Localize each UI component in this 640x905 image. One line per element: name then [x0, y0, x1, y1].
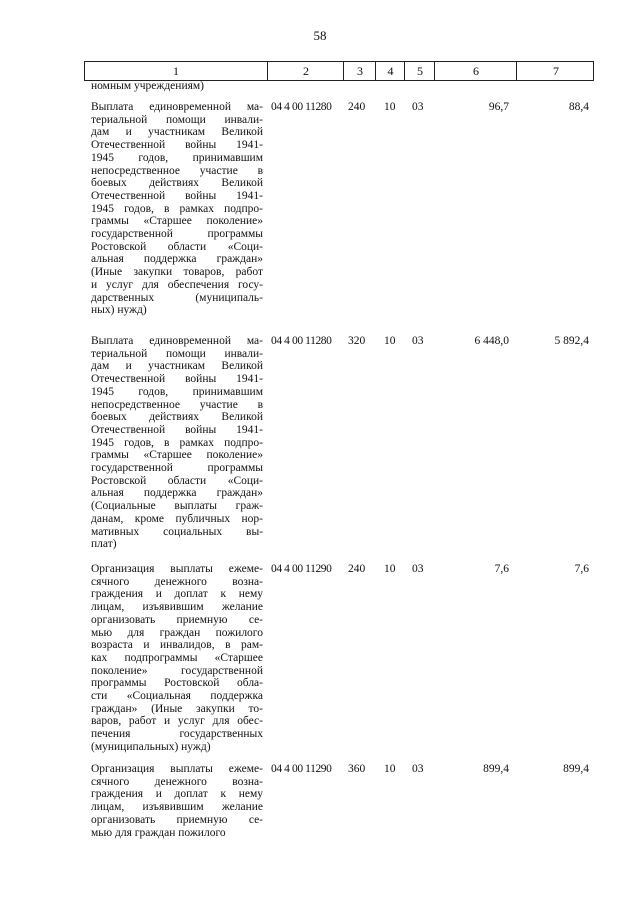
description-line: териальной помощи инвали-	[91, 347, 263, 360]
description-line: поколение» государственной	[91, 664, 263, 677]
description-line: альная поддержка граждан»	[91, 253, 263, 266]
description-line: лицам, изъявившим желание	[91, 801, 263, 814]
column-header-2: 2	[267, 62, 344, 80]
description-line: дам и участникам Великой	[91, 126, 263, 139]
amount-col-7: 88,4	[568, 101, 589, 113]
description-line: (муниципальных) нужд)	[91, 740, 211, 753]
subsection: 03	[412, 101, 424, 113]
amount-col-7: 7,6	[574, 563, 589, 575]
target-article-code: 04 4 00 11280	[271, 101, 332, 113]
amount-col-7: 5 892,4	[554, 335, 589, 347]
page-number: 58	[313, 28, 327, 43]
description-line: (Социальные выплаты граж-	[91, 500, 263, 513]
column-header-5: 5	[404, 62, 435, 80]
section: 10	[384, 563, 396, 575]
description-line: граждения и доплат к нему	[91, 588, 263, 601]
row-description	[91, 763, 263, 839]
description-line: Ростовской области «Соци-	[91, 474, 263, 487]
expense-type: 360	[348, 763, 366, 775]
description-line: сячного денежного возна-	[91, 775, 263, 788]
description-line: ных) нужд)	[91, 304, 147, 317]
amount-col-6: 899,4	[483, 763, 509, 775]
description-line: плат)	[91, 538, 117, 551]
description-line: Ростовской области «Соци-	[91, 240, 263, 253]
description-line: граммы «Старшее поколение»	[91, 449, 263, 462]
column-header-6: 6	[434, 62, 517, 80]
column-header-4: 4	[375, 62, 405, 80]
description-line: государственной программы	[91, 462, 263, 475]
description-line: Выплата единовременной ма-	[91, 335, 263, 347]
description-line: сячного денежного возна-	[91, 575, 263, 588]
description-line: непосредственное участие в	[91, 164, 263, 177]
description-line: 1945 годов, принимавшим	[91, 151, 263, 164]
description-line: граммы «Старшее поколение»	[91, 215, 263, 228]
amount-col-6: 7,6	[494, 563, 509, 575]
row-description	[91, 101, 263, 317]
description-line: программы Ростовской обла-	[91, 677, 263, 690]
description-line: Организация выплаты ежеме-	[91, 563, 263, 575]
description-line: и услуг для обеспечения госу-	[91, 278, 263, 291]
expense-type: 240	[348, 563, 366, 575]
subsection: 03	[412, 763, 424, 775]
description-line: граждения и доплат к нему	[91, 788, 263, 801]
target-article-code: 04 4 00 11290	[271, 563, 332, 575]
description-line: печения государственных	[91, 728, 263, 741]
description-line: лицам, изъявившим желание	[91, 601, 263, 614]
description-line: Отечественной войны 1941-	[91, 423, 263, 436]
section: 10	[384, 101, 396, 113]
description-line: Отечественной войны 1941-	[91, 139, 263, 152]
description-line: государственной программы	[91, 228, 263, 241]
description-line: мью для граждан пожилого	[91, 826, 226, 839]
expense-type: 320	[348, 335, 366, 347]
description-line: дарственных (муниципаль-	[91, 291, 263, 304]
row-description	[91, 563, 263, 754]
row-description	[91, 335, 263, 551]
description-line: мью для граждан пожилого	[91, 626, 263, 639]
target-article-code: 04 4 00 11280	[271, 335, 332, 347]
amount-col-7: 899,4	[563, 763, 589, 775]
description-line: 1945 годов, в рамках подпро-	[91, 202, 263, 215]
description-line: (Иные закупки товаров, работ	[91, 266, 263, 279]
column-header-7: 7	[516, 62, 595, 80]
continuation-text: номным учреждениям)	[91, 80, 204, 92]
description-line: териальной помощи инвали-	[91, 113, 263, 126]
description-line: альная поддержка граждан»	[91, 487, 263, 500]
description-line: ках подпрограммы «Старшее	[91, 651, 263, 664]
subsection: 03	[412, 563, 424, 575]
description-line: 1945 годов, принимавшим	[91, 385, 263, 398]
description-line: данам, кроме публичных нор-	[91, 512, 263, 525]
description-line: боевых действиях Великой	[91, 411, 263, 424]
description-line: организовать приемную се-	[91, 613, 263, 626]
description-line: варов, работ и услуг для обес-	[91, 715, 263, 728]
description-line: Отечественной войны 1941-	[91, 373, 263, 386]
description-line: Организация выплаты ежеме-	[91, 763, 263, 775]
description-line: боевых действиях Великой	[91, 177, 263, 190]
table-header-row	[84, 61, 594, 81]
description-line: непосредственное участие в	[91, 398, 263, 411]
target-article-code: 04 4 00 11290	[271, 763, 332, 775]
column-header-3: 3	[343, 62, 376, 80]
amount-col-6: 6 448,0	[474, 335, 509, 347]
description-line: Отечественной войны 1941-	[91, 189, 263, 202]
description-line: граждан» (Иные закупки то-	[91, 702, 263, 715]
expense-type: 240	[348, 101, 366, 113]
description-line: Выплата единовременной ма-	[91, 101, 263, 113]
section: 10	[384, 763, 396, 775]
subsection: 03	[412, 335, 424, 347]
description-line: дам и участникам Великой	[91, 360, 263, 373]
description-line: сти «Социальная поддержка	[91, 690, 263, 703]
description-line: 1945 годов, в рамках подпро-	[91, 436, 263, 449]
description-line: возраста и инвалидов, в рам-	[91, 639, 263, 652]
section: 10	[384, 335, 396, 347]
amount-col-6: 96,7	[488, 101, 509, 113]
column-header-1: 1	[173, 64, 179, 78]
description-line: мативных социальных вы-	[91, 525, 263, 538]
description-line: организовать приемную се-	[91, 813, 263, 826]
